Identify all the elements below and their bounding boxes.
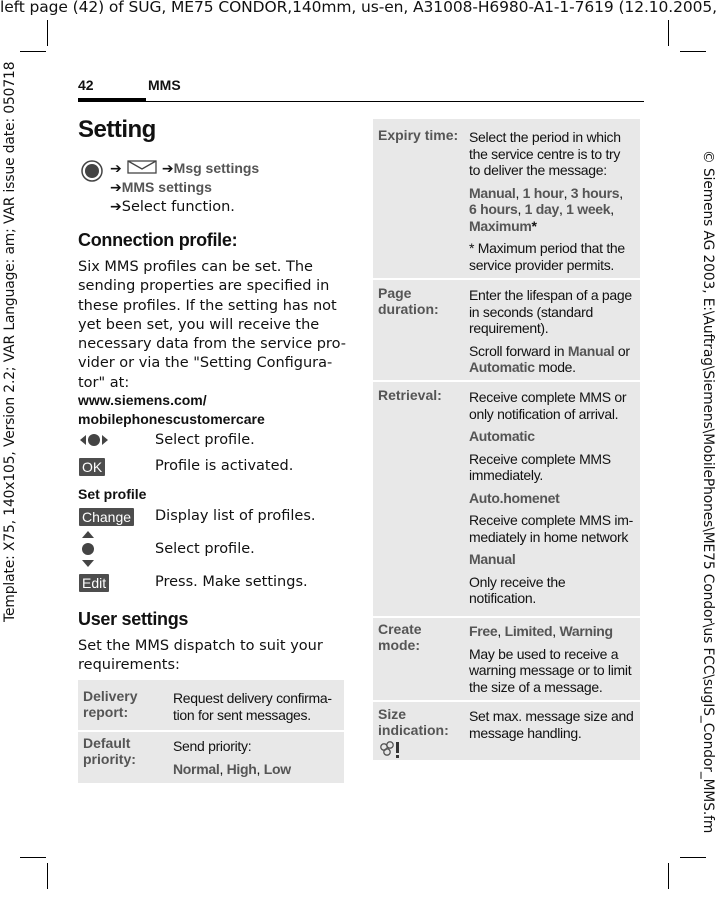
table-row-default-priority — [78, 732, 344, 783]
crop-mark — [668, 20, 669, 46]
crop-mark — [20, 51, 46, 52]
siemens-url — [78, 391, 265, 429]
connection-profile-text — [78, 258, 346, 393]
text-line: sending properties are specified in — [78, 278, 330, 295]
text-line: Set the MMS dispatch to suit your — [78, 638, 323, 654]
row-text: Select profile. — [155, 432, 255, 448]
text-line: tor" at: — [78, 374, 130, 391]
nav-left-right-icon — [80, 432, 108, 452]
row-desc: Set max. message size and message handling. — [469, 708, 634, 741]
text-line: necessary data from the service pro- — [78, 336, 346, 353]
row-text: Display list of profiles. — [155, 508, 316, 524]
file-info: © Siemens AG 2003, E:\Auftrag\Siemens\MobilePhones\ME75 Condor\us FCC\sugIS_Condor_MMS.fm — [700, 150, 716, 834]
menu-mms-settings: MMS settings — [121, 179, 212, 195]
header-rule — [78, 101, 644, 102]
menu-path: ➔ ➔Msg settings ➔MMS settings ➔Select function. — [110, 160, 260, 215]
crop-mark — [680, 51, 706, 52]
page-title: Setting — [78, 116, 156, 143]
text-line: these profiles. If the setting has not — [78, 297, 337, 314]
row-desc: Free, Limited, Warning May be used to receive a warning message or to limit the size of a message. — [469, 623, 632, 695]
user-settings-heading: User settings — [78, 609, 189, 629]
url-line: mobilephonescustomercare — [78, 411, 265, 427]
row-desc: Send priority: Normal, High, Low — [173, 738, 291, 777]
row-label: Size indication: — [378, 706, 449, 763]
row-label: Page duration: — [378, 285, 439, 317]
row-label: Create mode: — [378, 621, 422, 653]
text-line: requirements: — [78, 657, 180, 674]
page-number: 42 — [78, 77, 94, 93]
change-softkey: Change — [79, 508, 134, 526]
row-label: Expiry time: — [378, 127, 459, 143]
row-desc: Receive complete MMS or only notification of arrival. Automatic Receive complete MMS immediately. Auto.homenet Receive complete MMS im- mediately in home network Manual Only receive the notification. — [469, 389, 633, 606]
menu-key-icon — [81, 160, 103, 182]
crop-mark — [47, 863, 48, 889]
user-settings-text — [78, 637, 323, 676]
row-desc: Request delivery confirma- tion for sent messages. — [173, 690, 332, 723]
row-text: Profile is activated. — [155, 458, 294, 474]
table-row-size-indication — [373, 702, 640, 760]
edit-softkey: Edit — [79, 574, 109, 592]
set-profile-heading: Set profile — [78, 486, 147, 502]
row-label: Delivery report: — [83, 688, 138, 720]
template-info: Template: X75, 140x105, Version 2.2; VAR Language: am; VAR issue date: 050718 — [2, 61, 18, 622]
row-text: Select profile. — [155, 541, 255, 557]
crop-mark — [47, 20, 48, 46]
row-desc: Enter the lifespan of a page in seconds (standard requirement). Scroll forward in Manual or Automatic mode. — [469, 287, 632, 375]
row-label: Default priority: — [83, 735, 136, 767]
connection-profile-heading: Connection profile: — [78, 230, 238, 250]
section-title: MMS — [148, 77, 181, 93]
table-row-expiry-time — [373, 119, 640, 278]
crop-mark — [20, 857, 46, 858]
print-header: left page (42) of SUG, ME75 CONDOR,140mm, us-en, A31008-H6980-A1-1-7619 (12.10.2005, — [0, 0, 718, 16]
menu-select-function: Select function. — [121, 199, 235, 215]
table-row-retrieval — [373, 382, 640, 616]
network-warning-icon — [378, 740, 449, 763]
row-text: Press. Make settings. — [155, 574, 308, 590]
table-row-delivery-report — [78, 680, 344, 730]
text-line: vider or via the "Setting Configura- — [78, 355, 333, 372]
text-line: yet been set, you will receive the — [78, 316, 320, 333]
text-line: Six MMS profiles can be set. The — [78, 259, 313, 275]
row-desc: Select the period in which the service centre is to try to deliver the message: Manual, 1 hour, 3 hours, 6 hours, 1 day, 1 week, Maximum* * Maximum period that the service provider permits. — [469, 129, 625, 273]
row-label: Retrieval: — [378, 387, 442, 403]
crop-mark — [680, 857, 706, 858]
table-row-create-mode — [373, 618, 640, 700]
table-row-page-duration — [373, 280, 640, 380]
envelope-icon — [127, 160, 157, 174]
nav-up-down-icon — [80, 531, 96, 571]
url-line: www.siemens.com/ — [78, 392, 207, 408]
crop-mark — [668, 863, 669, 889]
ok-softkey: OK — [79, 458, 105, 476]
menu-msg-settings: Msg settings — [173, 160, 260, 176]
